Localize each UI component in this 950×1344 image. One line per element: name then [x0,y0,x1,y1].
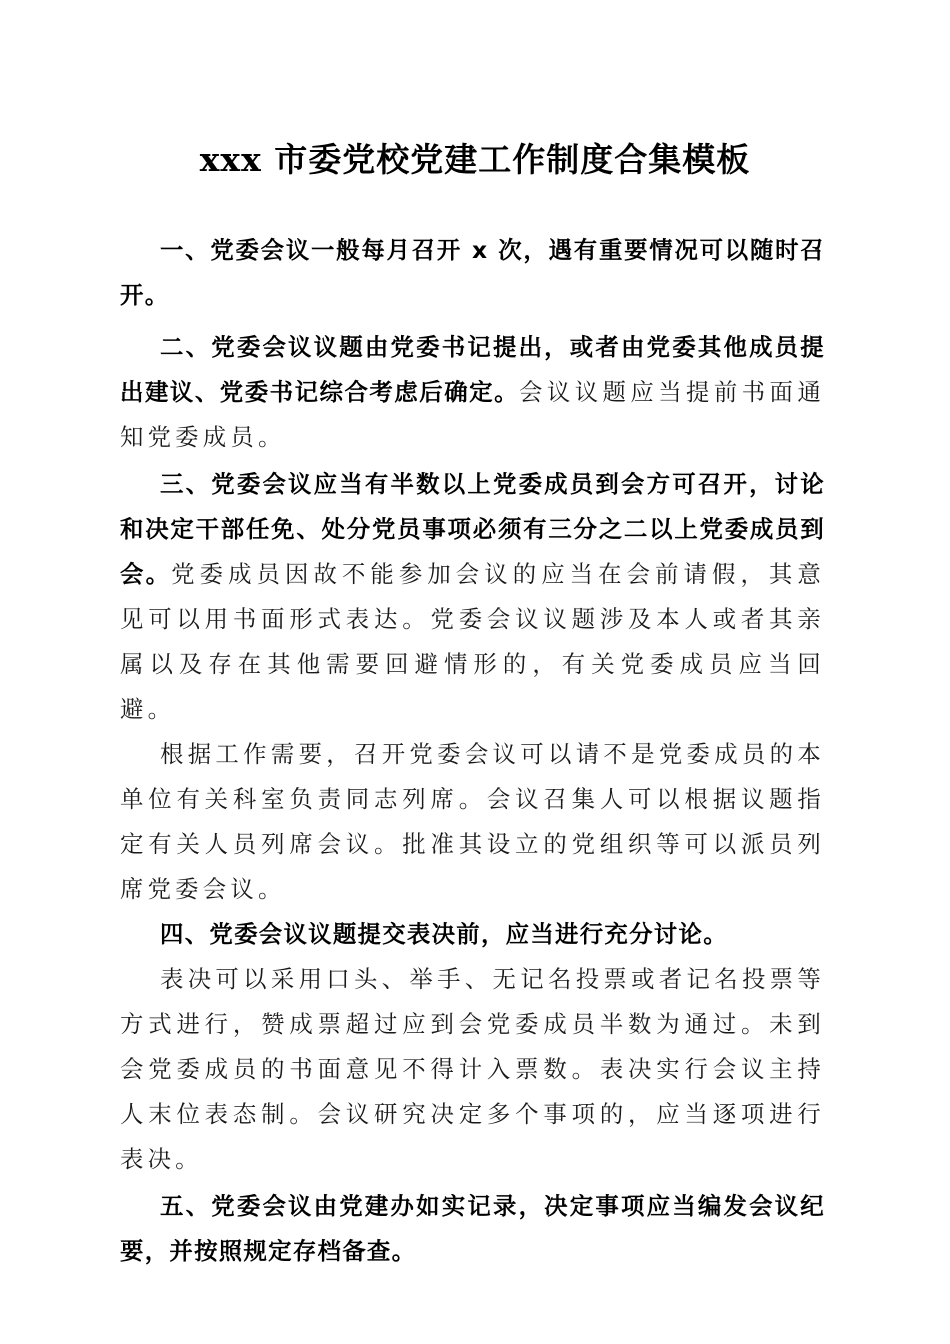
paragraph [120,462,825,732]
paragraph [120,1184,825,1274]
document-title: xxx 市委党校党建工作制度合集模板 [199,140,751,179]
paragraph-bold-text: 三、党委会议应当有半数以上党委成员到会方可召开，讨论和决定干部任免、处分党员事项必须有三分之二以上党委成员到会。 [120,470,825,588]
document-body [120,228,825,1274]
paragraph [120,228,825,318]
paragraph-bold-text: 二、党委会议议题由党委书记提出，或者由党委其他成员提出建议、党委书记综合考虑后确定。 [120,333,825,406]
paragraph-normal-text: 表决可以采用口头、举手、无记名投票或者记名投票等方式进行，赞成票超过应到会党委成员半数为通过。未到会党委成员的书面意见不得计入票数。表决实行会议主持人末位表态制。会议研究决定多个事项的，应当逐项进行表决。 [120,965,825,1173]
paragraph [120,912,825,957]
paragraph [120,732,825,912]
paragraph-normal-text: 会议议题应当提前书面通知党委成员。 [120,378,825,451]
paragraph [120,957,825,1182]
paragraph-normal-text: 党委成员因故不能参加会议的应当在会前请假，其意见可以用书面形式表达。党委会议议题涉及本人或者其亲属以及存在其他需要回避情形的，有关党委成员应当回避。 [120,560,825,723]
paragraph-bold-text: 五、党委会议由党建办如实记录，决定事项应当编发会议纪要，并按照规定存档备查。 [120,1192,825,1265]
paragraph-bold-text: 四、党委会议议题提交表决前，应当进行充分讨论。 [160,920,728,948]
paragraph [120,325,825,460]
paragraph-normal-text: 根据工作需要，召开党委会议可以请不是党委成员的本单位有关科室负责同志列席。会议召集人可以根据议题指定有关人员列席会议。批准其设立的党组织等可以派员列席党委会议。 [120,740,825,903]
paragraph-bold-text: 一、党委会议一般每月召开 x 次，遇有重要情况可以随时召开。 [120,236,825,309]
